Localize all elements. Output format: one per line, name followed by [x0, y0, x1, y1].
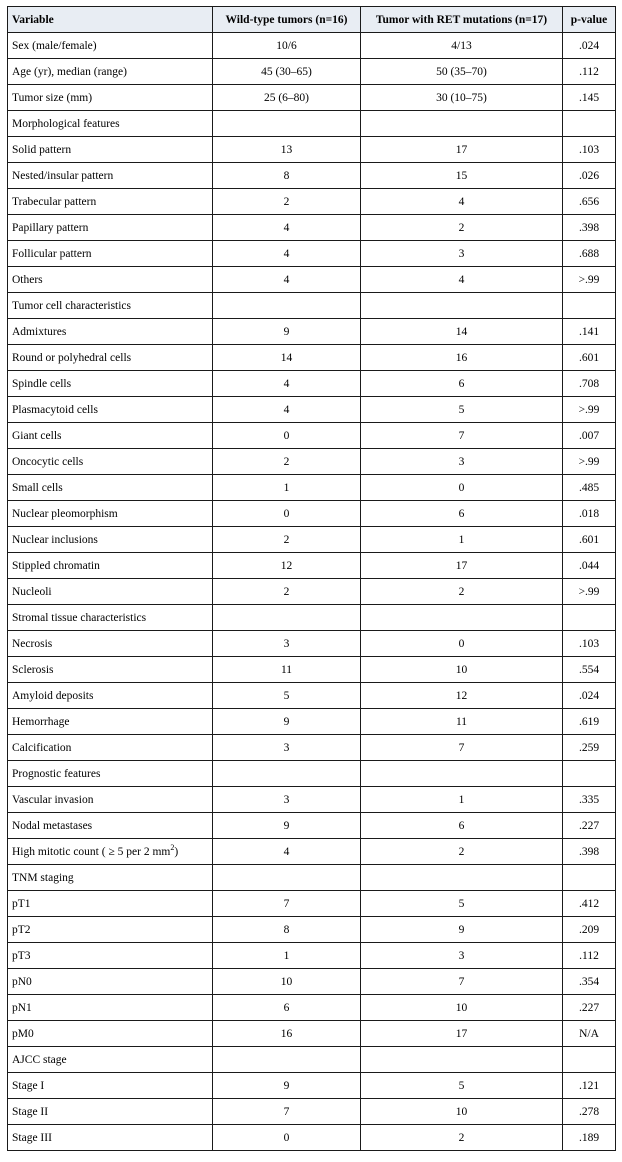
ret-mutation-cell: [361, 761, 563, 787]
ret-mutation-cell: 6: [361, 371, 563, 397]
p-value-cell: .024: [563, 683, 616, 709]
wild-type-cell: [213, 1047, 361, 1073]
variable-cell: Stage III: [8, 1125, 213, 1151]
wild-type-cell: 16: [213, 1021, 361, 1047]
wild-type-cell: 45 (30–65): [213, 59, 361, 85]
variable-cell: Prognostic features: [8, 761, 213, 787]
wild-type-cell: 10: [213, 969, 361, 995]
table-row: [8, 787, 616, 813]
ret-mutation-cell: 3: [361, 449, 563, 475]
variable-cell: Plasmacytoid cells: [8, 397, 213, 423]
wild-type-cell: 2: [213, 527, 361, 553]
variable-cell: Stromal tissue characteristics: [8, 605, 213, 631]
wild-type-cell: 1: [213, 943, 361, 969]
comparison-table: [7, 6, 616, 1151]
variable-cell: AJCC stage: [8, 1047, 213, 1073]
wild-type-cell: 4: [213, 371, 361, 397]
wild-type-cell: 8: [213, 917, 361, 943]
ret-mutation-cell: 0: [361, 475, 563, 501]
ret-mutation-cell: 11: [361, 709, 563, 735]
table-row: [8, 735, 616, 761]
header-wild-type: Wild-type tumors (n=16): [213, 7, 361, 33]
variable-cell: pN0: [8, 969, 213, 995]
wild-type-cell: 7: [213, 1099, 361, 1125]
table-row: [8, 943, 616, 969]
table-row: [8, 891, 616, 917]
p-value-cell: .209: [563, 917, 616, 943]
p-value-cell: .601: [563, 527, 616, 553]
wild-type-cell: 12: [213, 553, 361, 579]
table-row: [8, 813, 616, 839]
ret-mutation-cell: 5: [361, 397, 563, 423]
p-value-cell: .227: [563, 813, 616, 839]
header-p-value: p-value: [563, 7, 616, 33]
p-value-cell: .601: [563, 345, 616, 371]
p-value-cell: .354: [563, 969, 616, 995]
wild-type-cell: 14: [213, 345, 361, 371]
p-value-cell: .259: [563, 735, 616, 761]
ret-mutation-cell: 0: [361, 631, 563, 657]
table-row: [8, 423, 616, 449]
p-value-cell: .018: [563, 501, 616, 527]
variable-cell: Round or polyhedral cells: [8, 345, 213, 371]
p-value-cell: [563, 111, 616, 137]
table-row: [8, 85, 616, 111]
variable-cell: Stippled chromatin: [8, 553, 213, 579]
table-row: [8, 1047, 616, 1073]
p-value-cell: .554: [563, 657, 616, 683]
variable-cell: Necrosis: [8, 631, 213, 657]
variable-cell: Nuclear pleomorphism: [8, 501, 213, 527]
table-row: [8, 761, 616, 787]
ret-mutation-cell: 10: [361, 1099, 563, 1125]
variable-cell: pM0: [8, 1021, 213, 1047]
table-row: [8, 345, 616, 371]
variable-cell: Stage I: [8, 1073, 213, 1099]
p-value-cell: .619: [563, 709, 616, 735]
table-row: [8, 605, 616, 631]
table-row: [8, 1125, 616, 1151]
p-value-cell: .656: [563, 189, 616, 215]
table-row: [8, 449, 616, 475]
table-row: [8, 1099, 616, 1125]
header-ret-mutations: Tumor with RET mutations (n=17): [361, 7, 563, 33]
wild-type-cell: 10/6: [213, 33, 361, 59]
wild-type-cell: 4: [213, 241, 361, 267]
variable-cell: Morphological features: [8, 111, 213, 137]
variable-cell: pT1: [8, 891, 213, 917]
p-value-cell: [563, 293, 616, 319]
p-value-cell: [563, 761, 616, 787]
wild-type-cell: 25 (6–80): [213, 85, 361, 111]
p-value-cell: .708: [563, 371, 616, 397]
variable-cell: Calcification: [8, 735, 213, 761]
table-row: [8, 33, 616, 59]
variable-cell: pT3: [8, 943, 213, 969]
header-row: [8, 7, 616, 33]
wild-type-cell: 3: [213, 631, 361, 657]
wild-type-cell: [213, 761, 361, 787]
ret-mutation-cell: 1: [361, 787, 563, 813]
ret-mutation-cell: 10: [361, 657, 563, 683]
p-value-cell: .024: [563, 33, 616, 59]
ret-mutation-cell: 4/13: [361, 33, 563, 59]
table-row: [8, 111, 616, 137]
p-value-cell: .141: [563, 319, 616, 345]
ret-mutation-cell: 4: [361, 267, 563, 293]
variable-cell: Tumor cell characteristics: [8, 293, 213, 319]
table-row: [8, 553, 616, 579]
table-row: [8, 1021, 616, 1047]
table-row: [8, 917, 616, 943]
p-value-cell: .044: [563, 553, 616, 579]
ret-mutation-cell: 17: [361, 553, 563, 579]
table-row: [8, 215, 616, 241]
p-value-cell: .227: [563, 995, 616, 1021]
p-value-cell: [563, 1047, 616, 1073]
variable-cell: Hemorrhage: [8, 709, 213, 735]
ret-mutation-cell: 17: [361, 1021, 563, 1047]
wild-type-cell: [213, 293, 361, 319]
variable-cell: Giant cells: [8, 423, 213, 449]
wild-type-cell: 9: [213, 709, 361, 735]
wild-type-cell: 9: [213, 813, 361, 839]
p-value-cell: >.99: [563, 579, 616, 605]
table-row: [8, 475, 616, 501]
wild-type-cell: 5: [213, 683, 361, 709]
table-row: [8, 397, 616, 423]
variable-cell: Small cells: [8, 475, 213, 501]
wild-type-cell: 9: [213, 1073, 361, 1099]
variable-cell: Stage II: [8, 1099, 213, 1125]
ret-mutation-cell: 14: [361, 319, 563, 345]
variable-cell: Nuclear inclusions: [8, 527, 213, 553]
ret-mutation-cell: 5: [361, 1073, 563, 1099]
table-row: [8, 995, 616, 1021]
p-value-cell: .398: [563, 215, 616, 241]
wild-type-cell: 11: [213, 657, 361, 683]
ret-mutation-cell: 9: [361, 917, 563, 943]
p-value-cell: .121: [563, 1073, 616, 1099]
wild-type-cell: 1: [213, 475, 361, 501]
variable-cell: Tumor size (mm): [8, 85, 213, 111]
variable-cell: Others: [8, 267, 213, 293]
p-value-cell: .278: [563, 1099, 616, 1125]
variable-cell: Admixtures: [8, 319, 213, 345]
wild-type-cell: 4: [213, 215, 361, 241]
variable-cell: pT2: [8, 917, 213, 943]
ret-mutation-cell: [361, 111, 563, 137]
table-row: [8, 501, 616, 527]
ret-mutation-cell: [361, 1047, 563, 1073]
ret-mutation-cell: 7: [361, 423, 563, 449]
wild-type-cell: 8: [213, 163, 361, 189]
table-row: [8, 319, 616, 345]
table-row: [8, 163, 616, 189]
wild-type-cell: 4: [213, 267, 361, 293]
p-value-cell: .335: [563, 787, 616, 813]
wild-type-cell: 4: [213, 397, 361, 423]
variable-cell: Nodal metastases: [8, 813, 213, 839]
ret-mutation-cell: 7: [361, 735, 563, 761]
ret-mutation-cell: 50 (35–70): [361, 59, 563, 85]
wild-type-cell: 3: [213, 787, 361, 813]
variable-cell: TNM staging: [8, 865, 213, 891]
ret-mutation-cell: 1: [361, 527, 563, 553]
variable-cell: Solid pattern: [8, 137, 213, 163]
variable-cell: pN1: [8, 995, 213, 1021]
ret-mutation-cell: 2: [361, 215, 563, 241]
wild-type-cell: 2: [213, 579, 361, 605]
p-value-cell: .103: [563, 631, 616, 657]
ret-mutation-cell: 6: [361, 813, 563, 839]
variable-cell: Sclerosis: [8, 657, 213, 683]
table-row: [8, 293, 616, 319]
p-value-cell: >.99: [563, 267, 616, 293]
variable-cell: Follicular pattern: [8, 241, 213, 267]
table-row: [8, 865, 616, 891]
p-value-cell: >.99: [563, 397, 616, 423]
ret-mutation-cell: 12: [361, 683, 563, 709]
ret-mutation-cell: 16: [361, 345, 563, 371]
ret-mutation-cell: 2: [361, 1125, 563, 1151]
variable-cell: Amyloid deposits: [8, 683, 213, 709]
ret-mutation-cell: 10: [361, 995, 563, 1021]
variable-cell: Nested/insular pattern: [8, 163, 213, 189]
table-row: [8, 969, 616, 995]
variable-cell: Trabecular pattern: [8, 189, 213, 215]
table-row: [8, 527, 616, 553]
p-value-cell: .688: [563, 241, 616, 267]
p-value-cell: .026: [563, 163, 616, 189]
p-value-cell: N/A: [563, 1021, 616, 1047]
variable-cell: Age (yr), median (range): [8, 59, 213, 85]
wild-type-cell: 3: [213, 735, 361, 761]
p-value-cell: .189: [563, 1125, 616, 1151]
table-row: [8, 241, 616, 267]
variable-cell: Vascular invasion: [8, 787, 213, 813]
wild-type-cell: 7: [213, 891, 361, 917]
ret-mutation-cell: 2: [361, 579, 563, 605]
ret-mutation-cell: 3: [361, 943, 563, 969]
table-row: [8, 59, 616, 85]
p-value-cell: .103: [563, 137, 616, 163]
table-header: [8, 7, 616, 33]
ret-mutation-cell: 2: [361, 839, 563, 865]
wild-type-cell: 2: [213, 449, 361, 475]
ret-mutation-cell: 15: [361, 163, 563, 189]
wild-type-cell: 0: [213, 501, 361, 527]
table-row: [8, 267, 616, 293]
table-row: [8, 1073, 616, 1099]
ret-mutation-cell: 5: [361, 891, 563, 917]
p-value-cell: >.99: [563, 449, 616, 475]
p-value-cell: .007: [563, 423, 616, 449]
wild-type-cell: 13: [213, 137, 361, 163]
header-variable: Variable: [8, 7, 213, 33]
p-value-cell: .412: [563, 891, 616, 917]
p-value-cell: [563, 605, 616, 631]
ret-mutation-cell: 6: [361, 501, 563, 527]
table-row: [8, 189, 616, 215]
variable-cell: Nucleoli: [8, 579, 213, 605]
p-value-cell: [563, 865, 616, 891]
table-row: [8, 709, 616, 735]
table-row: [8, 683, 616, 709]
ret-mutation-cell: 3: [361, 241, 563, 267]
table-row: [8, 579, 616, 605]
p-value-cell: .112: [563, 59, 616, 85]
wild-type-cell: [213, 865, 361, 891]
variable-cell: Papillary pattern: [8, 215, 213, 241]
ret-mutation-cell: [361, 293, 563, 319]
wild-type-cell: 0: [213, 423, 361, 449]
p-value-cell: .112: [563, 943, 616, 969]
ret-mutation-cell: 17: [361, 137, 563, 163]
table-row: [8, 631, 616, 657]
variable-cell: Oncocytic cells: [8, 449, 213, 475]
p-value-cell: .485: [563, 475, 616, 501]
wild-type-cell: 0: [213, 1125, 361, 1151]
table-row: [8, 839, 616, 865]
wild-type-cell: 6: [213, 995, 361, 1021]
table-body: [8, 33, 616, 1151]
variable-cell: High mitotic count ( ≥ 5 per 2 $mm^2$): [8, 839, 213, 865]
ret-mutation-cell: [361, 605, 563, 631]
table-row: [8, 657, 616, 683]
ret-mutation-cell: 30 (10–75): [361, 85, 563, 111]
p-value-cell: .145: [563, 85, 616, 111]
table-row: [8, 137, 616, 163]
ret-mutation-cell: 4: [361, 189, 563, 215]
table-row: [8, 371, 616, 397]
superscript-two: 2: [170, 842, 175, 852]
wild-type-cell: 4: [213, 839, 361, 865]
p-value-cell: .398: [563, 839, 616, 865]
wild-type-cell: [213, 605, 361, 631]
ret-mutation-cell: [361, 865, 563, 891]
wild-type-cell: 2: [213, 189, 361, 215]
wild-type-cell: 9: [213, 319, 361, 345]
variable-cell: Sex (male/female): [8, 33, 213, 59]
variable-cell: Spindle cells: [8, 371, 213, 397]
wild-type-cell: [213, 111, 361, 137]
ret-mutation-cell: 7: [361, 969, 563, 995]
